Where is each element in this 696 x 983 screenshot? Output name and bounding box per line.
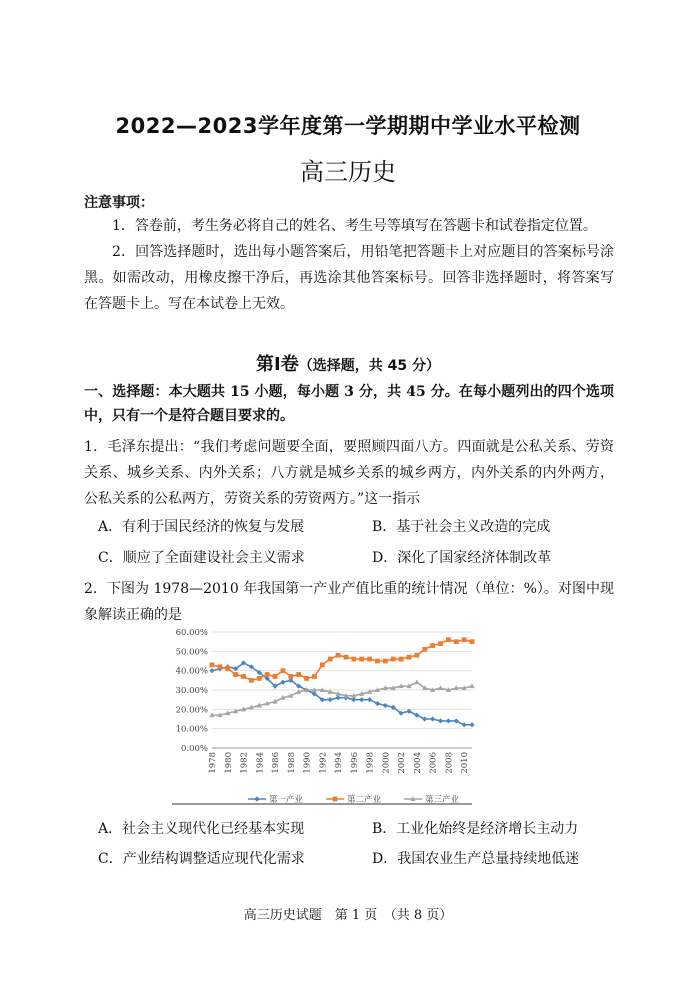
chart-data-point [312, 674, 317, 679]
chart-x-tick-label: 1994 [334, 752, 345, 774]
chart-x-ticks [208, 752, 470, 774]
chart-data-point [249, 678, 254, 683]
chart-x-tick-label: 1998 [365, 752, 376, 774]
chart-x-tick-label: 1996 [349, 752, 360, 774]
chart-data-point [454, 639, 459, 644]
question-1-text: 毛泽东提出：“我们考虑问题要全面，要照顾四面八方。四面就是公私关系、劳资关系、城乡关系、内外关系；八方就是城乡关系的城乡两方，内外关系的内外两方，公私关系的公私两方，劳资关系的劳资两方。”这一指示 [84, 439, 614, 507]
chart-data-point [454, 718, 459, 723]
chart-legend-label: 第三产业 [425, 795, 460, 805]
chart-y-tick-label: 0.00% [180, 744, 208, 754]
chart-legend-marker [333, 797, 338, 802]
chart-data-point [320, 662, 325, 667]
chart-data-point [446, 637, 451, 642]
chart-data-point [414, 713, 419, 718]
chart-data-point [288, 674, 293, 679]
chart-data-point [462, 722, 467, 727]
chart-data-point [281, 668, 286, 673]
chart-data-point [446, 718, 451, 723]
chart-data-point [383, 659, 388, 664]
chart-data-point [391, 657, 396, 662]
chart-data-point [241, 674, 246, 679]
chart-data-point [414, 679, 419, 684]
chart-y-tick-label: 40.00% [175, 666, 208, 677]
question-2-option-c[interactable]: C．产业结构调整适应现代化需求 [98, 851, 305, 867]
exam-subject: 高三历史 [300, 158, 396, 186]
chart-data-point [407, 655, 412, 660]
question-1-number: 1． [84, 439, 108, 455]
chart-y-tick-label: 20.00% [175, 705, 208, 716]
chart-data-point [383, 703, 388, 708]
chart-legend-label: 第一产业 [269, 795, 304, 805]
chart-y-ticks [176, 628, 208, 754]
chart-x-tick-label: 2010 [460, 752, 471, 774]
chart-data-point [304, 676, 309, 681]
chart-data-point [328, 697, 333, 702]
chart-data-point [225, 666, 230, 671]
chart-data-point [367, 657, 372, 662]
chart-series-line [212, 663, 472, 725]
chart-data-point [217, 664, 222, 669]
chart-x-tick-label: 2004 [412, 752, 423, 774]
exam-title: 2022—2023学年度第一学期期中学业水平检测 [115, 114, 581, 138]
chart-data-point [367, 697, 372, 702]
question-1-option-a[interactable]: A．有利于国民经济的恢复与发展 [98, 519, 305, 535]
notice-item-2: 2．回答选择题时，选出每小题答案后，用铅笔把答题卡上对应题目的答案标号涂黑。如需改动，用橡皮擦干净后，再选涂其他答案标号。回答非选择题时，将答案写在答题卡上。写在本试卷上无效。 [84, 244, 614, 312]
chart-data-point [375, 659, 380, 664]
chart-data-point [233, 672, 238, 677]
chart-data-point [359, 697, 364, 702]
chart-data-point [336, 653, 341, 658]
chart-legend-marker [254, 796, 259, 801]
chart-data-point [359, 657, 364, 662]
chart-x-tick-label: 1988 [286, 752, 297, 774]
chart-y-tick-label: 60.00% [175, 628, 208, 638]
chart-data-point [430, 643, 435, 648]
chart-data-point [210, 662, 215, 667]
section-title [0, 350, 696, 376]
chart-data-point [430, 716, 435, 721]
section-instruction: 一、选择题：本大题共 15 小题，每小题 3 分，共 45 分。在每小题列出的四个选项中，只有一个是符合题目要求的。 [84, 384, 614, 424]
chart-x-tick-label: 1978 [208, 752, 218, 774]
chart-x-tick-label: 2000 [381, 752, 392, 774]
chart-data-point [470, 639, 475, 644]
page-footer: 高三历史试题 第 1 页 （共 8 页） [243, 908, 453, 923]
chart-data-point [296, 672, 301, 677]
chart-data-point [438, 685, 443, 690]
question-2-option-d[interactable]: D．我国农业生产总量持续地低迷 [372, 851, 580, 867]
chart-y-tick-label: 50.00% [175, 647, 208, 658]
chart-data-point [351, 697, 356, 702]
chart-x-tick-label: 2008 [444, 752, 455, 774]
notice-item-1: 1．答卷前，考生务必将自己的姓名、考生号等填写在答题卡和试卷指定位置。 [112, 218, 597, 234]
question-1-option-b[interactable]: B．基于社会主义改造的完成 [372, 519, 551, 535]
chart-x-tick-label: 2006 [428, 752, 439, 774]
chart-data-point [351, 657, 356, 662]
chart-data-point [209, 668, 214, 673]
question-2-number: 2． [84, 581, 107, 597]
chart-x-tick-label: 1992 [318, 752, 329, 774]
chart-x-tick-label: 1990 [302, 752, 313, 774]
chart-data-point [462, 637, 467, 642]
notice-heading: 注意事项： [84, 195, 154, 211]
chart-data-point [414, 653, 419, 658]
chart-data-point [280, 680, 285, 685]
chart-y-tick-label: 10.00% [175, 724, 208, 735]
chart-data-point [335, 695, 340, 700]
chart-x-tick-label: 1984 [255, 752, 266, 774]
chart-legend [248, 794, 460, 805]
chart-data-point [273, 674, 278, 679]
industry-share-chart [160, 622, 480, 812]
chart-data-point [438, 641, 443, 646]
chart-x-tick-label: 1986 [271, 752, 282, 774]
question-1-option-d[interactable]: D．深化了国家经济体制改革 [372, 550, 552, 566]
question-2-option-b[interactable]: B．工业化始终是经济增长主动力 [372, 821, 579, 837]
chart-legend-label: 第二产业 [347, 795, 382, 805]
chart-data-point [422, 647, 427, 652]
chart-data-point [399, 657, 404, 662]
chart-data-point [265, 672, 270, 677]
question-1-option-c[interactable]: C．顺应了全面建设社会主义需求 [98, 550, 305, 566]
section-note: （选择题，共 45 分） [298, 358, 440, 374]
chart-x-tick-label: 2002 [397, 752, 408, 774]
chart-data-point [469, 722, 474, 727]
question-1-stem [84, 434, 614, 512]
chart-data-point [438, 718, 443, 723]
chart-data-point [328, 657, 333, 662]
question-2-option-a[interactable]: A．社会主义现代化已经基本实现 [98, 821, 305, 837]
question-2-text: 下图为 1978—2010 年我国第一产业产值比重的统计情况（单位：%）。对图中现象解读正确的是 [84, 581, 614, 623]
chart-series-line [212, 682, 472, 715]
chart-data-point [469, 683, 474, 688]
chart-x-tick-label: 1982 [239, 752, 250, 774]
chart-x-tick-label: 1980 [223, 752, 234, 774]
chart-data-point [422, 716, 427, 721]
section-title-text: 第Ⅰ卷 [256, 354, 299, 375]
question-2-stem [84, 576, 614, 628]
chart-data-point [375, 701, 380, 706]
chart-y-tick-label: 30.00% [175, 686, 208, 696]
chart-data-point [344, 655, 349, 660]
chart-data-point [257, 676, 262, 681]
